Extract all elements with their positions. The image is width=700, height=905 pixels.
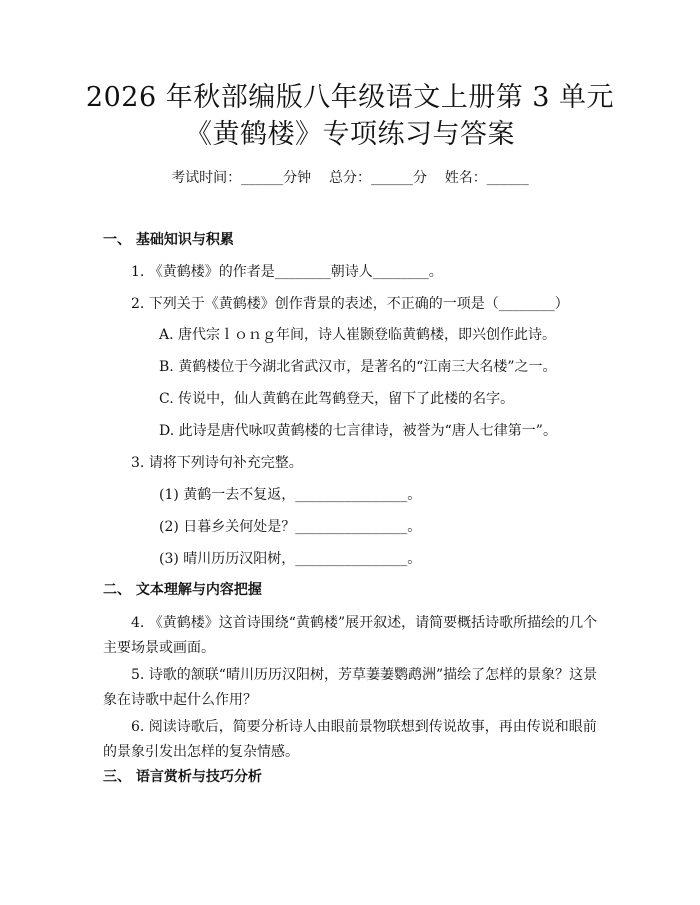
- question-2-option-a: A. 唐代宗ｌｏｎｇ年间，诗人崔颢登临黄鹤楼，即兴创作此诗。: [159, 327, 557, 343]
- question-1: 1. 《黄鹤楼》的作者是________朝诗人________。: [131, 264, 443, 280]
- question-2-option-d: D. 此诗是唐代咏叹黄鹤楼的七言律诗，被誉为“唐人七律第一”。: [159, 423, 557, 439]
- section-2-heading: 二、 文本理解与内容把握: [103, 582, 262, 598]
- question-2-option-b: B. 黄鹤楼位于今湖北省武汉市，是著名的“江南三大名楼”之一。: [159, 359, 557, 375]
- question-3-item-1: (1) 黄鹤一去不复返，________________。: [159, 487, 422, 503]
- question-3: 3. 请将下列诗句补充完整。: [131, 455, 303, 471]
- section-1-heading: 一、 基础知识与积累: [103, 232, 234, 248]
- question-3-item-3: (3) 晴川历历汉阳树，________________。: [159, 551, 422, 567]
- exam-info-line: 考试时间：______分钟 总分：______分 姓名：______: [171, 170, 529, 186]
- question-5: 5. 诗歌的颔联“晴川历历汉阳树，芳草萋萋鹦鹉洲”描绘了怎样的景象？这景象在诗歌中起什么作用？: [103, 667, 598, 708]
- question-6: 6. 阅读诗歌后，简要分析诗人由眼前景物联想到传说故事，再由传说和眼前的景象引发出怎样的复杂情感。: [103, 719, 597, 760]
- question-3-item-2: (2) 日暮乡关何处是？________________。: [159, 519, 422, 535]
- question-2: 2. 下列关于《黄鹤楼》创作背景的表述，不正确的一项是（________）: [131, 296, 569, 312]
- section-3-heading: 三、 语言赏析与技巧分析: [103, 769, 262, 785]
- question-4: 4. 《黄鹤楼》这首诗围绕“黄鹤楼”展开叙述，请简要概括诗歌所描绘的几个主要场景或画面。: [103, 615, 598, 656]
- page-title-line2: 《黄鹤楼》专项练习与答案: [185, 119, 515, 150]
- page-title-line1: 2026 年秋部编版八年级语文上册第 3 单元: [85, 82, 615, 113]
- question-2-option-c: C. 传说中，仙人黄鹤在此驾鹤登天，留下了此楼的名字。: [159, 391, 515, 407]
